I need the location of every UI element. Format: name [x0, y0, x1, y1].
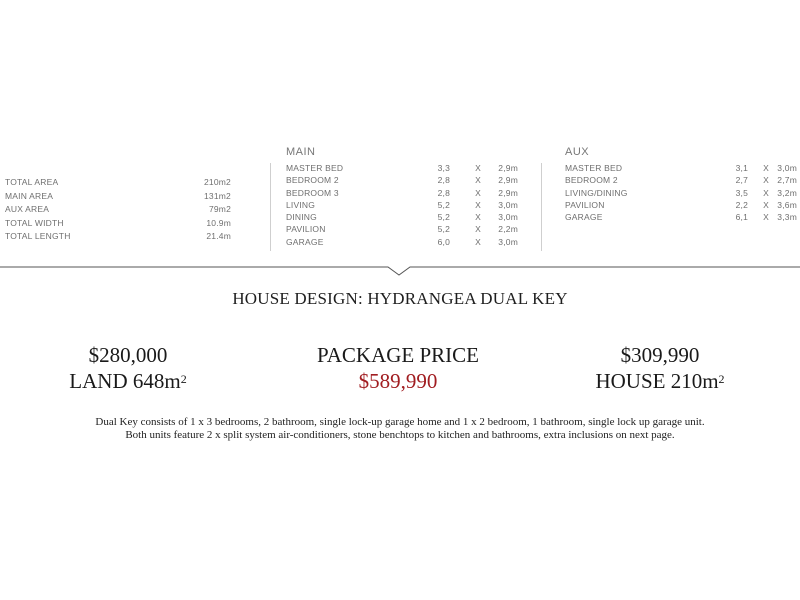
room-length: 3,0m: [498, 236, 518, 247]
room-width: 2,8: [437, 175, 450, 186]
dimension-separator: X: [475, 175, 481, 186]
dimension-separator: X: [763, 212, 769, 223]
room-row: [565, 174, 797, 186]
room-length: 3,0m: [777, 163, 797, 173]
summary-value: 210m2: [204, 177, 231, 187]
house-size: HOUSE $210m^2$: [595, 369, 725, 393]
room-row: [286, 236, 520, 248]
room-name: LIVING: [286, 199, 316, 210]
room-width: 2,7: [735, 175, 748, 186]
summary-row: [5, 176, 231, 190]
summary-row: [5, 203, 231, 217]
room-name: GARAGE: [286, 236, 324, 247]
room-length: 3,3m: [777, 212, 797, 223]
room-length: 2,2m: [498, 224, 518, 235]
room-width: 5,2: [437, 224, 450, 235]
room-width: 3,5: [735, 187, 748, 198]
summary-table: [5, 176, 231, 244]
column-divider: [541, 163, 542, 251]
dimension-separator: X: [475, 224, 481, 235]
room-name: BEDROOM 3: [286, 187, 339, 198]
aux-rooms-column: [565, 142, 797, 223]
dimension-separator: X: [763, 175, 769, 186]
room-name: BEDROOM 2: [286, 175, 339, 186]
main-rooms-column: [286, 142, 520, 248]
summary-label: TOTAL WIDTH: [5, 217, 64, 228]
house-price: $309,990: [620, 343, 700, 367]
room-length: 3,2m: [777, 187, 797, 198]
land-size: LAND $648m^2$: [69, 369, 187, 393]
summary-value: 131m2: [204, 190, 231, 201]
summary-value: 79m2: [208, 204, 231, 214]
summary-value: 21.4m: [206, 231, 231, 241]
room-length: 3,0m: [498, 199, 518, 210]
room-name: PAVILION: [565, 199, 605, 210]
summary-label: AUX AREA: [5, 204, 50, 214]
land-price: $280,000: [88, 343, 168, 367]
room-length: 2,9m: [498, 175, 518, 186]
house-design-title: HOUSE DESIGN: HYDRANGEA DUAL KEY: [232, 289, 568, 308]
package-price-block: [278, 342, 518, 394]
room-length: 3,6m: [777, 199, 797, 210]
column-divider: [270, 163, 271, 251]
main-column-title: MAIN: [286, 146, 316, 158]
room-row: [286, 162, 520, 174]
room-width: 2,2: [735, 199, 748, 210]
room-row: [565, 162, 797, 174]
room-name: MASTER BED: [565, 163, 623, 173]
room-name: MASTER BED: [286, 163, 344, 173]
package-price-label: PACKAGE PRICE: [316, 343, 479, 367]
room-row: [565, 211, 797, 223]
description-line: Both units feature 2 x split system air-conditioners, stone benchtops to kitchen and bathrooms, extra inclusions on next page.: [125, 429, 675, 441]
dimension-separator: X: [763, 163, 769, 173]
aux-rooms-list: [565, 162, 797, 223]
room-name: DINING: [286, 212, 317, 223]
dimension-separator: X: [475, 163, 481, 173]
aux-column-title: AUX: [565, 146, 590, 158]
room-row: [286, 223, 520, 235]
summary-row: [5, 217, 231, 231]
description-line: Dual Key consists of 1 x 3 bedrooms, 2 bathroom, single lock-up garage home and 1 x 2 bedroom, 1 bathroom, single lock up garage unit.: [95, 416, 705, 428]
dimension-separator: X: [763, 187, 769, 198]
room-name: BEDROOM 2: [565, 175, 618, 186]
summary-value: 10.9m: [206, 217, 231, 228]
room-name: GARAGE: [565, 212, 603, 223]
summary-row: [5, 190, 231, 204]
dimension-separator: X: [475, 187, 481, 198]
summary-label: MAIN AREA: [5, 190, 54, 201]
summary-label: TOTAL AREA: [5, 177, 59, 187]
room-row: [286, 211, 520, 223]
room-row: [286, 199, 520, 211]
package-price: $589,990: [358, 369, 438, 393]
summary-row: [5, 230, 231, 244]
dimension-separator: X: [763, 199, 769, 210]
description: [20, 416, 780, 442]
house-price-block: [560, 342, 760, 394]
room-name: PAVILION: [286, 224, 326, 235]
section-divider: [0, 263, 800, 277]
room-length: 3,0m: [498, 212, 518, 223]
room-row: [286, 187, 520, 199]
room-name: LIVING/DINING: [565, 187, 628, 198]
summary-label: TOTAL LENGTH: [5, 231, 71, 241]
dimension-separator: X: [475, 199, 481, 210]
dimension-separator: X: [475, 212, 481, 223]
room-width: 3,1: [735, 163, 748, 173]
room-width: 5,2: [437, 199, 450, 210]
room-length: 2,9m: [498, 187, 518, 198]
land-price-block: [28, 342, 228, 394]
room-length: 2,9m: [498, 163, 518, 173]
room-row: [565, 187, 797, 199]
room-length: 2,7m: [777, 175, 797, 186]
room-width: 3,3: [437, 163, 450, 173]
room-width: 6,1: [735, 212, 748, 223]
room-width: 2,8: [437, 187, 450, 198]
main-rooms-list: [286, 162, 520, 248]
dimension-separator: X: [475, 236, 481, 247]
room-width: 6,0: [437, 236, 450, 247]
room-row: [286, 174, 520, 186]
room-row: [565, 199, 797, 211]
room-width: 5,2: [437, 212, 450, 223]
